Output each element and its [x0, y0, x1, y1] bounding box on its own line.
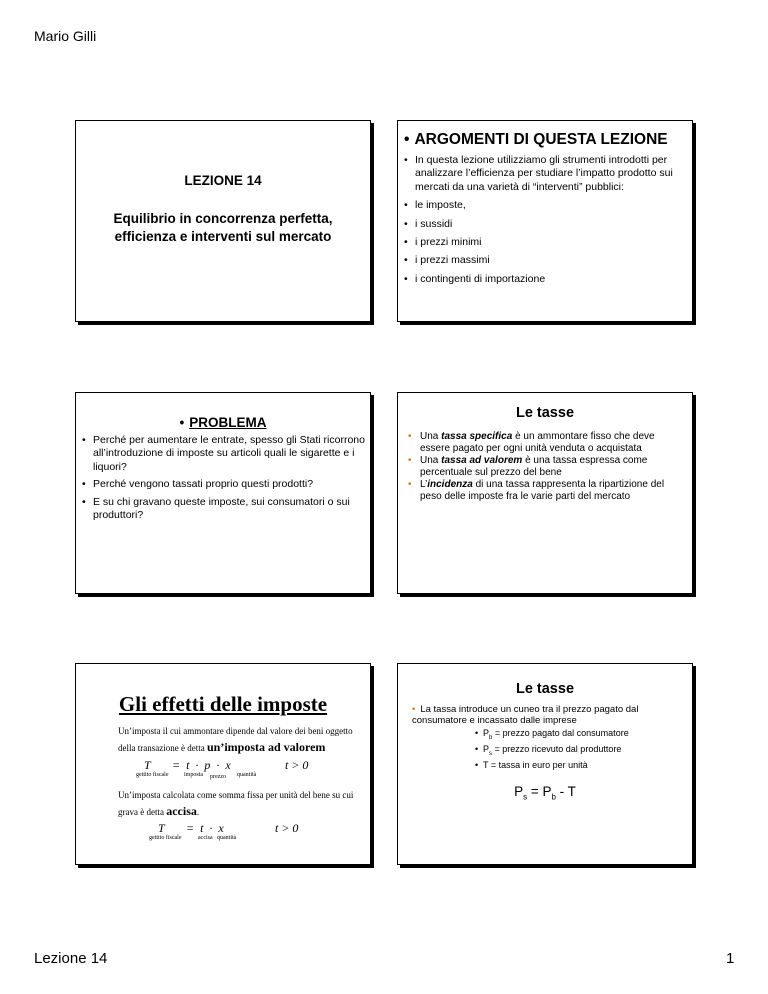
formula2-lhs: T	[158, 821, 165, 835]
topic-item: • i prezzi minimi	[404, 236, 689, 249]
wedge-equation	[398, 784, 692, 802]
text: è un ammontare fisso che deve essere pagato per ogni unità venduta o acquistata	[420, 431, 655, 454]
formula2-condition: t > 0	[275, 821, 299, 835]
formula1-condition: t > 0	[285, 758, 309, 772]
subscript: s	[489, 750, 493, 757]
ad-valorem-paragraph	[118, 723, 368, 756]
text: Una	[420, 431, 442, 442]
slide-title	[75, 120, 371, 322]
text: Una	[420, 455, 442, 467]
subtitle-line-1: Equilibrio in concorrenza perfetta,	[113, 211, 333, 226]
tax-wedge-heading: Le tasse	[515, 681, 575, 697]
topics-intro: • In questa lezione utilizziamo gli strumenti introdotti per analizzare l’efficienza per studiare l’impatto prodotto sui mercati da una varietà di “interventi” pubblici:	[404, 154, 689, 194]
problem-heading-text: PROBLEMA	[189, 415, 267, 430]
term-ad-valorem: un’imposta ad valorem	[206, 740, 326, 754]
label-quantita: quantità	[237, 772, 257, 778]
text: L’	[420, 479, 428, 491]
text: Un’imposta il cui ammontare dipende dal valore dei beni oggetto della transazione è detta	[118, 726, 353, 753]
text: di una tassa rappresenta la ripartizione del peso delle imposte fra le varie parti del mercato	[420, 479, 665, 502]
topics-heading: • ARGOMENTI DI QUESTA LEZIONE	[404, 131, 668, 148]
symbol: P	[483, 728, 490, 738]
label-gettito: gettito fiscale	[136, 772, 169, 778]
text: = prezzo pagato dal consumatore	[492, 728, 629, 738]
formula1-lhs: T	[144, 758, 151, 772]
text: La tassa introduce un cuneo tra il prezzo pagato dal consumatore e incassato dalle imprese	[412, 704, 639, 726]
footer-lesson: Lezione 14	[34, 950, 108, 967]
page-number: 1	[726, 950, 735, 967]
topics-heading-text: ARGOMENTI DI QUESTA LEZIONE	[414, 131, 668, 148]
label-prezzo: prezzo	[210, 774, 226, 780]
price-buyer-def	[475, 728, 629, 744]
formula2-rhs: = t · x	[186, 821, 224, 835]
subscript: b	[489, 734, 493, 741]
text: Un’imposta calcolata come somma fissa per unità del bene su cui grava è detta	[118, 790, 354, 817]
text: = P	[527, 784, 552, 799]
definition-incidence	[408, 479, 678, 502]
term-ad-valorem-tax: tassa ad valorem	[441, 455, 523, 467]
slide-problem	[75, 392, 371, 594]
topic-item: • i contingenti di importazione	[404, 273, 689, 286]
definition-specific-tax	[408, 431, 678, 454]
problem-item: • Perché per aumentare le entrate, spesso gli Stati ricorrono all’introduzione di imposte su articoli quali le sigarette e i liquori?	[82, 434, 367, 474]
problem-item: • E su chi gravano queste imposte, sui consumatori o sui produttori?	[82, 496, 367, 523]
formula1-rhs: = t · p · x	[172, 758, 231, 772]
label-imposta: imposta	[184, 772, 203, 778]
price-definitions	[475, 728, 629, 771]
author-name: Mario Gilli	[34, 28, 97, 44]
term-specific-tax: tassa specifica	[441, 431, 513, 442]
subtitle-line-2: efficienza e interventi sul mercato	[114, 229, 332, 244]
definition-ad-valorem-tax	[408, 455, 678, 478]
slide-tax-effects	[75, 663, 371, 865]
text: = prezzo ricevuto dal produttore	[492, 743, 622, 754]
lesson-title: LEZIONE 14	[184, 173, 262, 188]
tax-wedge-intro: • La tassa introduce un cuneo tra il prezzo pagato dal consumatore e incassato dalle imprese	[412, 704, 639, 726]
text: .	[196, 807, 200, 817]
label-accisa: accisa	[198, 835, 213, 841]
subscript: s	[523, 792, 528, 802]
symbol: P	[514, 784, 524, 799]
price-seller-def	[475, 744, 629, 760]
symbol: P	[483, 743, 490, 754]
label-quantita: quantità	[217, 835, 237, 841]
taxes-definition-list	[408, 431, 678, 504]
problem-item: • Perché vengono tassati proprio questi prodotti?	[82, 478, 367, 491]
problem-list	[82, 434, 367, 526]
text: è una tassa espressa come percentuale sul prezzo del bene	[420, 455, 648, 478]
subscript: b	[551, 792, 556, 802]
slide-tax-wedge	[397, 663, 693, 865]
taxes-heading: Le tasse	[515, 405, 575, 421]
term-accisa: accisa	[166, 804, 197, 818]
topic-item: • le imposte,	[404, 199, 689, 212]
topic-item: • i sussidi	[404, 218, 689, 231]
problem-heading: • PROBLEMA	[179, 415, 267, 430]
tax-def: • T = tassa in euro per unità	[475, 760, 629, 771]
term-incidence: incidenza	[427, 479, 473, 491]
lesson-subtitle	[76, 210, 370, 246]
label-gettito: gettito fiscale	[149, 835, 182, 841]
excise-paragraph	[118, 787, 368, 820]
topics-list	[404, 154, 689, 291]
tax-effects-title: Gli effetti delle imposte	[118, 692, 328, 716]
text: - T	[555, 784, 576, 799]
topic-item: • i prezzi massimi	[404, 254, 689, 267]
slide-topics	[397, 120, 693, 322]
slide-taxes-definitions	[397, 392, 693, 594]
